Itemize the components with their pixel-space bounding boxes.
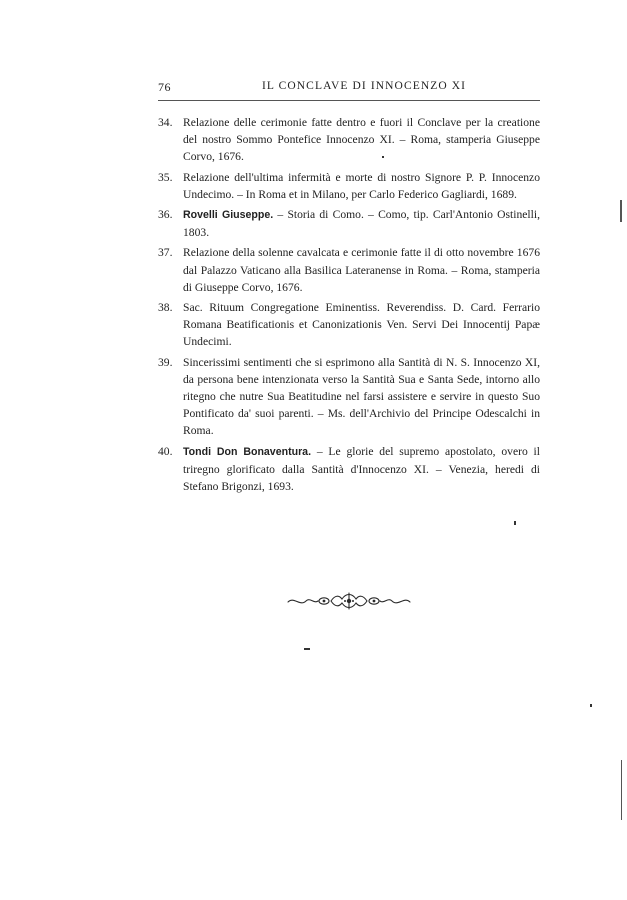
- bibliography-entry: [158, 244, 540, 296]
- bibliography-entry: [158, 114, 540, 166]
- page-header: [158, 80, 540, 98]
- entry-text: Sincerissimi sentimenti che si esprimono alla Santità di N. S. Innocenzo XI, da persona bene intenzionata verso la Santità Sua e Santa Sede, intorno allo ritegno che nutre Sua Beatitudine nel farsi assistere e servire in questo Suo Pontificato da' suoi parenti. – Ms. dell'Archivio del Principe Odescalchi in Roma.: [183, 355, 540, 438]
- entry-number: 39.: [158, 355, 173, 369]
- entry-text: Relazione della solenne cavalcata e cerimonie fatte il di otto novembre 1676 dal Palazzo Vaticano alla Basilica Lateranense in Roma. – Roma, stamperia di Giuseppe Corvo, 1676.: [183, 246, 540, 294]
- entry-number: 36.: [158, 208, 173, 222]
- entry-text: – Le glorie del supremo apostolato, overo il triregno glorificato dalla Santità d'Innocenzo XI. – Venezia, heredi di Stefano Brigonzi, 1693.: [183, 444, 540, 494]
- stray-mark: [590, 704, 592, 707]
- entry-number: 38.: [158, 301, 173, 315]
- entry-number: 40.: [158, 444, 173, 458]
- entry-number: 37.: [158, 246, 173, 260]
- entry-text: Relazione dell'ultima infermità e morte di nostro Signore P. P. Innocenzo Undecimo. – In Roma et in Milano, per Carlo Federico Gagliardi, 1689.: [183, 170, 540, 201]
- bibliography-entry: [158, 443, 540, 496]
- stray-mark: [382, 156, 384, 158]
- entry-author: Rovelli Giuseppe.: [183, 209, 274, 222]
- entry-number: 34.: [158, 116, 173, 129]
- page-edge-mark: [621, 760, 622, 820]
- stray-mark: [304, 648, 310, 650]
- stray-mark: [514, 521, 516, 525]
- floral-tailpiece-ornament-icon: [286, 590, 412, 612]
- entry-number: 35.: [158, 170, 173, 184]
- running-head: IL CONCLAVE DI INNOCENZO XI: [262, 80, 467, 92]
- entry-text: Sac. Rituum Congregatione Eminentiss. Reverendiss. D. Card. Ferrario Romana Beatificationis et Canonizationis Ven. Servi Dei Innocentij Papæ Undecimi.: [183, 301, 540, 349]
- bibliography-entry: [158, 206, 540, 241]
- page-edge-mark: [620, 200, 622, 222]
- bibliography-entry: [158, 169, 540, 203]
- entry-text: Relazione delle cerimonie fatte dentro e fuori il Conclave per la creatione del nostro Sommo Pontefice Innocenzo XI. – Roma, stamperia Giuseppe Corvo, 1676.: [183, 116, 540, 164]
- header-rule: [158, 100, 540, 101]
- bibliography-list: [158, 114, 540, 498]
- page-number: 76: [158, 80, 171, 94]
- bibliography-entry: [158, 354, 540, 440]
- bibliography-entry: [158, 299, 540, 351]
- entry-text: – Storia di Como. – Como, tip. Carl'Antonio Ostinelli, 1803.: [183, 208, 540, 240]
- entry-author: Tondi Don Bonaventura.: [183, 445, 312, 458]
